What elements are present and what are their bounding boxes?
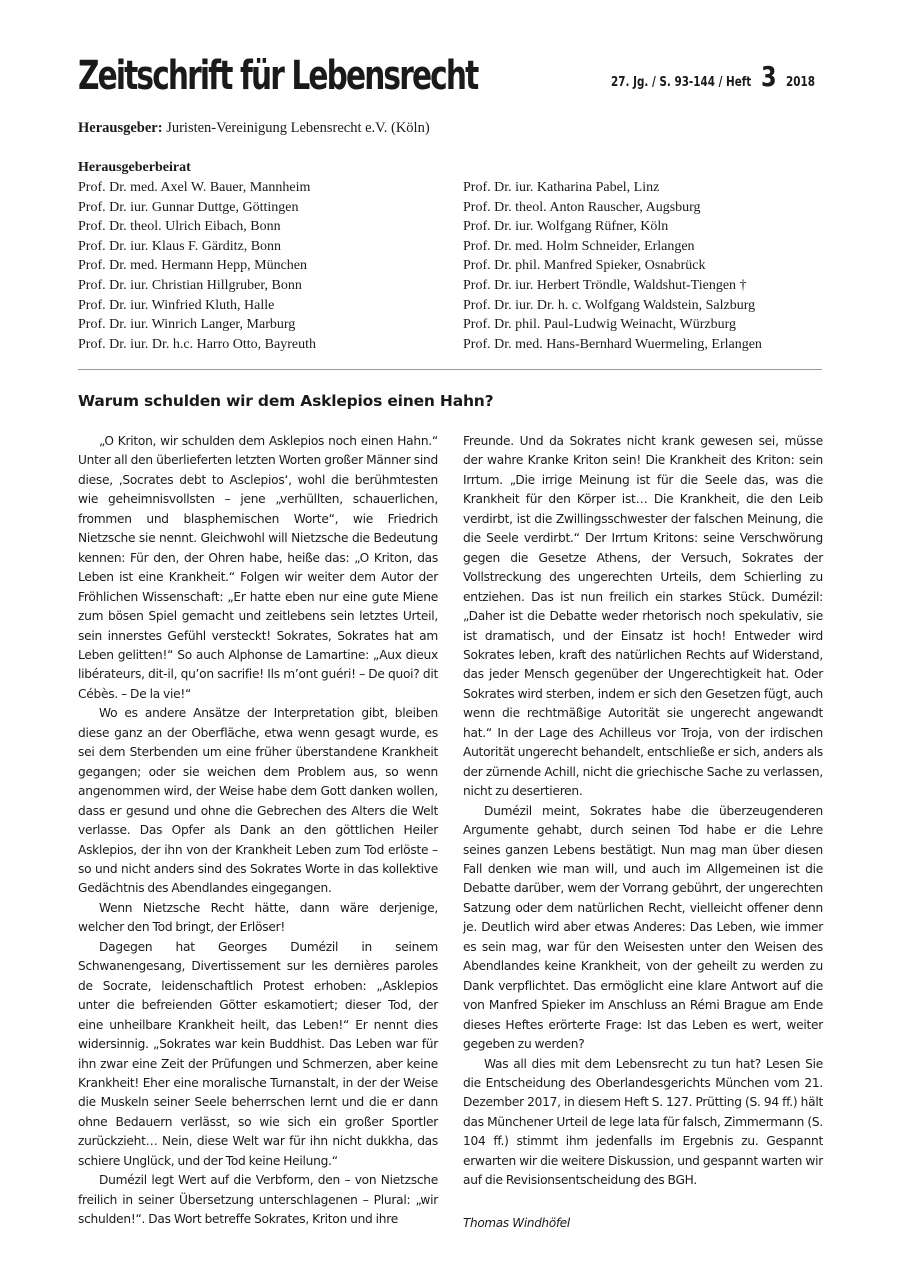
board-member: Prof. Dr. iur. Dr. h.c. Harro Otto, Bayreuth <box>78 336 316 352</box>
board-member: Prof. Dr. med. Axel W. Bauer, Mannheim <box>78 180 311 195</box>
publisher-label: Herausgeber: <box>78 120 163 136</box>
board-member: Prof. Dr. med. Holm Schneider, Erlangen <box>463 238 695 254</box>
issue-number: 3 <box>760 60 777 93</box>
article-paragraph: Was all dies mit dem Lebensrecht zu tun hat? Lesen Sie die Entscheidung des Oberlandesgerichts München vom 21. Dezember 2017, in diesem Heft S. 127. Prütting (S. 94 ff.) hält das Münchener Urteil de lege lata für falsch, Zimmermann (S. 104 ff.) stimmt ihm jedenfalls im Ergebnis zu. Gespannt erwarten wir die weitere Diskussion, und gespannt warten wir auf die Revisionsentscheidung des BGH. <box>463 1056 823 1188</box>
article-paragraph: Wenn Nietzsche Recht hätte, dann wäre derjenige, welcher den Tod bringt, der Erlöser! <box>78 900 438 935</box>
board-member: Prof. Dr. iur. Klaus F. Gärditz, Bonn <box>78 238 282 254</box>
divider <box>78 369 822 370</box>
board-member: Prof. Dr. iur. Dr. h. c. Wolfgang Waldstein, Salzburg <box>463 297 756 313</box>
masthead <box>78 52 822 102</box>
board-member: Prof. Dr. med. Hans-Bernhard Wuermeling, Erlangen <box>463 336 762 352</box>
publisher-name: Juristen-Vereinigung Lebensrecht e.V. (Köln) <box>166 120 430 136</box>
board-member: Prof. Dr. iur. Herbert Tröndle, Waldshut-Tiengen † <box>463 277 747 293</box>
journal-title: Zeitschrift für Lebensrecht <box>78 53 478 99</box>
article-paragraph: Freunde. Und da Sokrates nicht krank gewesen sei, müsse der wahre Kranke Kriton sein! Die Krankheit des Kriton: sein Irrtum. „Die irrige Meinung ist für die Seele das, was die Krankheit für den Körper ist… Die Krankheit, die den Leib verdirbt, ist die Zwillingsschwester der falschen Meinung, die die Seele verdirbt.“ Der Irrtum Kritons: seine Verschwörung gegen die Gesetze Athens, der Versuch, Sokrates der Vollstreckung des ungerechten Urteils, dem Schierling zu entziehen. Das ist nun freilich ein starkes Stück. Dumézil: „Daher ist die Debatte weder rhetorisch noch spekulativ, sie ist dramatisch, und der Einsatz ist hoch! Entweder wird Sokrates leben, kraft des natürlichen Rechts auf Widerstand, das jeder Mensch gegenüber der Ungerechtigkeit hat. Oder Sokrates wird sterben, indem er sich den Gesetzen fügt, auch wenn die rechtmäßige Autorität sie ungerecht angewandt hat.“ In der Lage des Achilleus vor Troja, von der irdischen Autorität ungerecht behandelt, entschließe er sich, anders als der zürnende Achill, nicht die griechische Sache zu verlassen, nicht zu desertieren. <box>463 434 823 799</box>
board-member: Prof. Dr. iur. Katharina Pabel, Linz <box>463 180 660 195</box>
article-paragraph: Dagegen hat Georges Dumézil in seinem Schwanengesang, Divertissement sur les dernières paroles de Socrate, leidenschaftlich Protest erhoben: „Asklepios unter die befreienden Götter eskamotiert; dieser Tod, der eine unheilbare Krankheit heilt, das Leben!“ Er nennt dies widersinnig. „Sokrates war kein Buddhist. Das Leben war für ihn zwar eine Zeit der Prüfungen und Schmerzen, aber keine Krankheit! Eher eine moralische Turnanstalt, in der der Weise die Muskeln seiner Seele beherrschen lernt und die er dann ohne Bedauern verlässt, so wie sich ein großer Sportler zurückzieht… Nein, diese Welt war für ihn nicht dukkha, das schiere Unglück, und der Tod keine Heilung.“ <box>78 939 438 1168</box>
article-paragraph: Dumézil legt Wert auf die Verbform, den – von Nietzsche freilich in seiner Übersetzung unterschlagenen – Plural: „wir schulden!“. Das Wort betreffe Sokrates, Kriton und ihre <box>78 1173 438 1227</box>
board-member: Prof. Dr. iur. Christian Hillgruber, Bonn <box>78 277 302 293</box>
board-member: Prof. Dr. theol. Ulrich Eibach, Bonn <box>78 219 281 235</box>
issue-info <box>576 60 822 93</box>
article-paragraph: Wo es andere Ansätze der Interpretation gibt, bleiben diese ganz an der Oberfläche, etwa wenn gesagt wurde, es sei dem Sterbenden um eine früher überstandene Krankheit gegangen; oder sie weichen dem Problem aus, so wenn angenommen wird, der Weise habe dem Gott danken wollen, dass er gesund und ohne die Gebrechen des Alters die Welt verlasse. Das Opfer als Dank an den göttlichen Heiler Asklepios, der ihn von der Krankheit Leben zum Tod erlöste – so und nicht anders sind des Sokrates Worte in das kollektive Gedächtnis des Abendlandes eingegangen. <box>78 706 438 896</box>
publisher-line <box>78 120 430 137</box>
article-column-left <box>78 432 438 1230</box>
board-member: Prof. Dr. iur. Gunnar Duttge, Göttingen <box>78 199 299 215</box>
board-member: Prof. Dr. med. Hermann Hepp, München <box>78 258 308 274</box>
issue-volume-pages: 27. Jg. / S. 93-144 / Heft <box>610 75 752 90</box>
board-member: Prof. Dr. iur. Winfried Kluth, Halle <box>78 297 275 313</box>
board-member: Prof. Dr. phil. Paul-Ludwig Weinacht, Würzburg <box>463 317 736 333</box>
board-member: Prof. Dr. theol. Anton Rauscher, Augsburg <box>463 199 701 215</box>
board-title: Herausgeberbeirat <box>78 160 191 175</box>
article-column-right <box>463 432 823 1191</box>
board-list-left <box>78 178 316 354</box>
article-author: Thomas Windhöfel <box>463 1216 570 1230</box>
board-member: Prof. Dr. iur. Winrich Langer, Marburg <box>78 317 296 333</box>
board-member: Prof. Dr. iur. Wolfgang Rüfner, Köln <box>463 219 669 235</box>
board-member: Prof. Dr. phil. Manfred Spieker, Osnabrück <box>463 258 706 274</box>
issue-year: 2018 <box>785 75 815 90</box>
article-headline: Warum schulden wir dem Asklepios einen Hahn? <box>78 392 494 410</box>
article-paragraph: Dumézil meint, Sokrates habe die überzeugenderen Argumente gehabt, durch seinen Tod habe er die Lehre seines ganzen Lebens bestätigt. Nun mag man über diesen Fall denken wie man will, und auch im Allgemeinen ist die Debatte darüber, wem der Vorrang gebührt, der ungerechten Satzung oder dem natürlichen Recht, vielleicht offener denn je. Deutlich wird aber etwas Anderes: Das Leben, wie immer es sein mag, war für den Weisesten unter den Weisen des Abendlandes keine Krankheit, von der geheilt zu werden zu Dank verpflichtet. Das ermöglicht eine klare Antwort auf die von Manfred Spieker im Anschluss an Rémi Brague am Ende dieses Heftes erörterte Frage: Ist das Leben es wert, weiter gegeben zu werden? <box>463 803 823 1052</box>
board-list-right <box>463 178 762 354</box>
article-paragraph: „O Kriton, wir schulden dem Asklepios noch einen Hahn.“ Unter all den überlieferten letzten Worten großer Männer sind diese, ‚Socrates debt to Asclepios‘, wohl die berühmtesten wie geheimnisvollsten – jene „verhüllten, schauerlichen, frommen und blasphemischen Worte“, wie Friedrich Nietzsche sie nennt. Gleichwohl will Nietzsche die Bedeutung kennen: Für den, der Ohren habe, heiße das: „O Kriton, das Leben ist eine Krankheit.“ Folgen wir weiter dem Autor der Fröhlichen Wissenschaft: „Er hatte eben nur eine gute Miene zum bösen Spiel gemacht und zeitlebens sein letztes Urteil, sein innerstes Gefühl versteckt! Sokrates, Sokrates hat am Leben gelitten!“ So auch Alphonse de Lamartine: „Aux dieux libérateurs, dit-il, qu’on sacrifie! Ils m’ont guéri! – De quoi? dit Cébès. – De la vie!“ <box>78 434 438 701</box>
